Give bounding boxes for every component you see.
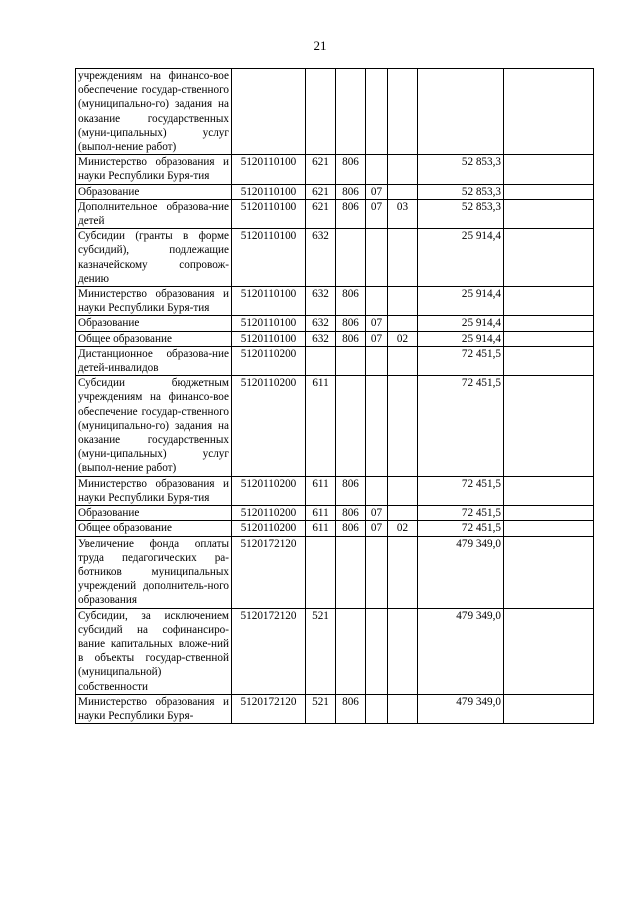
expense-type-cell: 632 [306, 287, 336, 316]
expense-type-cell [306, 536, 336, 608]
empty-cell [504, 331, 594, 346]
ministry-code-cell: 806 [336, 184, 366, 199]
table-row [76, 331, 594, 346]
expense-type-cell: 521 [306, 694, 336, 723]
target-article-cell: 5120172120 [232, 608, 306, 694]
table-row [76, 536, 594, 608]
row-name-cell: Министерство образования и науки Республики Буря- [76, 694, 232, 723]
row-name-cell: Субсидии, за исключением субсидий на софинансиро-вание капитальных вложе-ний в объекты государ-ственной (муниципальной) собственности [76, 608, 232, 694]
empty-cell [504, 199, 594, 228]
expense-type-cell: 611 [306, 521, 336, 536]
table-row [76, 376, 594, 476]
target-article-cell: 5120110100 [232, 316, 306, 331]
section-cell [366, 376, 388, 476]
expense-type-cell: 611 [306, 476, 336, 505]
section-cell [366, 229, 388, 287]
subsection-cell [388, 69, 418, 155]
amount-cell: 72 451,5 [418, 506, 504, 521]
expense-type-cell: 632 [306, 331, 336, 346]
ministry-code-cell [336, 229, 366, 287]
amount-cell [418, 69, 504, 155]
amount-cell: 479 349,0 [418, 536, 504, 608]
ministry-code-cell [336, 536, 366, 608]
empty-cell [504, 608, 594, 694]
empty-cell [504, 316, 594, 331]
section-cell: 07 [366, 316, 388, 331]
subsection-cell [388, 316, 418, 331]
row-name-cell: Общее образование [76, 521, 232, 536]
empty-cell [504, 155, 594, 184]
section-cell [366, 536, 388, 608]
ministry-code-cell [336, 376, 366, 476]
subsection-cell [388, 608, 418, 694]
table-row [76, 476, 594, 505]
empty-cell [504, 476, 594, 505]
table-row [76, 608, 594, 694]
target-article-cell: 5120110200 [232, 521, 306, 536]
row-name-cell: Министерство образования и науки Республики Буря-тия [76, 155, 232, 184]
row-name-cell: Образование [76, 316, 232, 331]
amount-cell: 72 451,5 [418, 476, 504, 505]
section-cell [366, 694, 388, 723]
section-cell: 07 [366, 199, 388, 228]
row-name-cell: Министерство образования и науки Республики Буря-тия [76, 287, 232, 316]
expense-type-cell: 632 [306, 229, 336, 287]
expense-type-cell: 521 [306, 608, 336, 694]
row-name-cell: Общее образование [76, 331, 232, 346]
table-row [76, 346, 594, 375]
target-article-cell: 5120110100 [232, 287, 306, 316]
table-row [76, 155, 594, 184]
amount-cell: 479 349,0 [418, 694, 504, 723]
subsection-cell [388, 184, 418, 199]
target-article-cell: 5120110100 [232, 331, 306, 346]
ministry-code-cell: 806 [336, 331, 366, 346]
ministry-code-cell: 806 [336, 476, 366, 505]
empty-cell [504, 694, 594, 723]
page-number: 21 [313, 38, 327, 53]
subsection-cell: 02 [388, 331, 418, 346]
ministry-code-cell [336, 608, 366, 694]
empty-cell [504, 69, 594, 155]
target-article-cell: 5120110200 [232, 376, 306, 476]
target-article-cell: 5120110100 [232, 199, 306, 228]
target-article-cell: 5120110200 [232, 476, 306, 505]
subsection-cell: 02 [388, 521, 418, 536]
empty-cell [504, 229, 594, 287]
table-row [76, 287, 594, 316]
target-article-cell: 5120172120 [232, 694, 306, 723]
expense-type-cell: 621 [306, 199, 336, 228]
amount-cell: 479 349,0 [418, 608, 504, 694]
target-article-cell [232, 69, 306, 155]
empty-cell [504, 521, 594, 536]
empty-cell [504, 506, 594, 521]
empty-cell [504, 346, 594, 375]
subsection-cell [388, 155, 418, 184]
amount-cell: 25 914,4 [418, 287, 504, 316]
ministry-code-cell [336, 346, 366, 375]
subsection-cell [388, 287, 418, 316]
row-name-cell: учреждениям на финансо-вое обеспечение государ-ственного (муниципально-го) задания на оказание государственных (муни-ципальных) услуг (выпол-нение работ) [76, 69, 232, 155]
section-cell: 07 [366, 506, 388, 521]
empty-cell [504, 536, 594, 608]
amount-cell: 25 914,4 [418, 229, 504, 287]
amount-cell: 25 914,4 [418, 316, 504, 331]
expense-type-cell [306, 346, 336, 375]
subsection-cell [388, 376, 418, 476]
section-cell: 07 [366, 521, 388, 536]
row-name-cell: Образование [76, 184, 232, 199]
expense-type-cell [306, 69, 336, 155]
section-cell [366, 346, 388, 375]
target-article-cell: 5120110100 [232, 229, 306, 287]
ministry-code-cell: 806 [336, 287, 366, 316]
ministry-code-cell: 806 [336, 694, 366, 723]
ministry-code-cell: 806 [336, 155, 366, 184]
table-row [76, 69, 594, 155]
table-row [76, 694, 594, 723]
amount-cell: 52 853,3 [418, 155, 504, 184]
amount-cell: 52 853,3 [418, 199, 504, 228]
subsection-cell [388, 229, 418, 287]
row-name-cell: Субсидии (гранты в форме субсидий), подлежащие казначейскому сопровож-дению [76, 229, 232, 287]
row-name-cell: Дистанционное образова-ние детей-инвалидов [76, 346, 232, 375]
target-article-cell: 5120110100 [232, 155, 306, 184]
row-name-cell: Субсидии бюджетным учреждениям на финансо-вое обеспечение государ-ственного (муниципально-го) задания на оказание государственных (муни-ципальных) услуг (выпол-нение работ) [76, 376, 232, 476]
row-name-cell: Дополнительное образова-ние детей [76, 199, 232, 228]
section-cell [366, 155, 388, 184]
empty-cell [504, 287, 594, 316]
amount-cell: 72 451,5 [418, 346, 504, 375]
table-row [76, 316, 594, 331]
table-row [76, 184, 594, 199]
ministry-code-cell: 806 [336, 521, 366, 536]
amount-cell: 72 451,5 [418, 376, 504, 476]
amount-cell: 52 853,3 [418, 184, 504, 199]
ministry-code-cell: 806 [336, 199, 366, 228]
empty-cell [504, 376, 594, 476]
subsection-cell [388, 536, 418, 608]
amount-cell: 25 914,4 [418, 331, 504, 346]
empty-cell [504, 184, 594, 199]
table-row [76, 521, 594, 536]
target-article-cell: 5120110200 [232, 346, 306, 375]
row-name-cell: Министерство образования и науки Республики Буря-тия [76, 476, 232, 505]
row-name-cell: Увеличение фонда оплаты труда педагогических ра-ботников муниципальных учреждений дополнитель-ного образования [76, 536, 232, 608]
target-article-cell: 5120172120 [232, 536, 306, 608]
section-cell [366, 287, 388, 316]
expense-type-cell: 611 [306, 506, 336, 521]
ministry-code-cell: 806 [336, 316, 366, 331]
section-cell: 07 [366, 331, 388, 346]
target-article-cell: 5120110200 [232, 506, 306, 521]
table-row [76, 506, 594, 521]
subsection-cell [388, 506, 418, 521]
expense-type-cell: 621 [306, 155, 336, 184]
table-row [76, 229, 594, 287]
budget-table [75, 68, 594, 724]
subsection-cell: 03 [388, 199, 418, 228]
amount-cell: 72 451,5 [418, 521, 504, 536]
section-cell: 07 [366, 184, 388, 199]
target-article-cell: 5120110100 [232, 184, 306, 199]
subsection-cell [388, 694, 418, 723]
section-cell [366, 69, 388, 155]
subsection-cell [388, 476, 418, 505]
subsection-cell [388, 346, 418, 375]
ministry-code-cell [336, 69, 366, 155]
section-cell [366, 476, 388, 505]
section-cell [366, 608, 388, 694]
expense-type-cell: 632 [306, 316, 336, 331]
expense-type-cell: 611 [306, 376, 336, 476]
table-row [76, 199, 594, 228]
ministry-code-cell: 806 [336, 506, 366, 521]
row-name-cell: Образование [76, 506, 232, 521]
expense-type-cell: 621 [306, 184, 336, 199]
